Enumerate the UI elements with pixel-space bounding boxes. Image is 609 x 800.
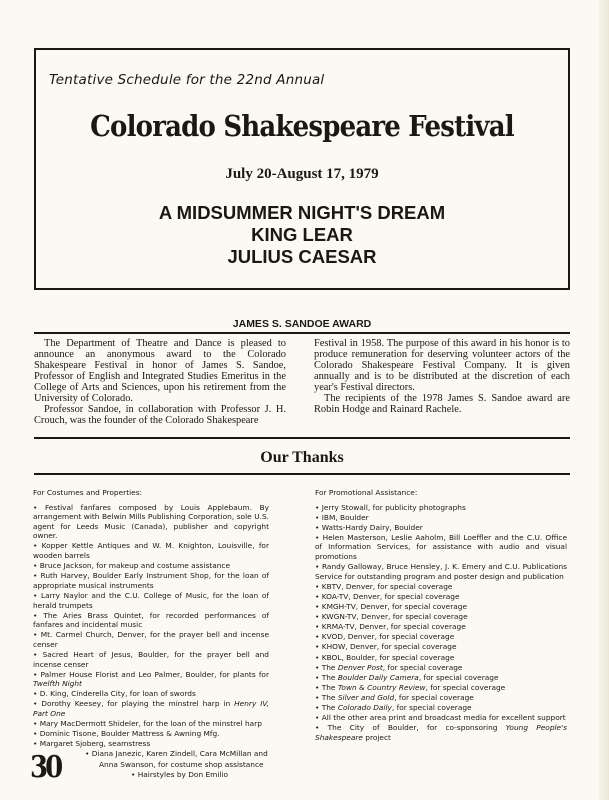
thanks-item-text: Palmer House Florist and Leo Palmer, Boulder, for plants for [40,669,269,679]
thanks-item-text: Ruth Harvey, Boulder Early Instrument Shop, for the loan of appropriate musical instruments [33,571,269,590]
plays-list [36,202,568,268]
award-paragraph: The recipients of the 1978 James S. Sandoe award are Robin Hodge and Rainard Rachele. [314,393,570,415]
thanks-section-heading: For Promotional Assistance: [315,488,418,497]
thanks-list-item: • Diana Janezic, Karen Zindell, Cara McMillan and [33,749,269,759]
thanks-item-text: Jerry Stowall, for publicity photographs [321,502,466,512]
thanks-item-text: Bruce Jackson, for makeup and costume assistance [39,561,231,571]
award-paragraph: Festival in 1958. The purpose of this award in his honor is to produce remuneration for deserving volunteer actors of the Colorado Shakespeare Festival Company. It is given annually and is to be distributed at the discretion of each year's Festival directors. [314,338,570,393]
thanks-item-text: KWGN-TV, Denver, for special coverage [321,612,468,622]
thanks-item-italic-title: Denver Post [337,662,383,672]
thanks-item-text: , for special coverage [391,702,472,712]
thanks-item-text: Kopper Kettle Antiques and W. M. Knighton, Louisville, for wooden barrels [33,541,269,561]
thanks-list-item [33,591,269,610]
thanks-item-text: KHOW, Denver, for special coverage [321,642,457,652]
thanks-list-item-continuation [33,760,269,770]
thanks-item-text: Margaret Sjoberg, seamstress [39,739,151,749]
thanks-list-item [315,632,567,642]
thanks-column-costumes [33,488,269,780]
thanks-list-item [33,719,269,729]
thanks-list-item [315,523,567,533]
play-title: KING LEAR [251,224,353,245]
thanks-list-item [33,571,269,590]
thanks-list-item [315,703,567,713]
thanks-list-item [315,683,567,693]
thanks-list-item [33,611,269,630]
thanks-list-item [315,663,567,673]
thanks-list-item [33,630,269,649]
award-column-right [314,338,570,415]
thanks-item-text: KVOD, Denver, for special coverage [321,632,455,642]
thanks-list-item [315,673,567,683]
thanks-item-text: Larry Naylor and the C.U. College of Music, for the loan of herald trumpets [33,590,269,610]
thanks-item-text: Mary MacDermott Shideler, for the loan of the minstrel harp [39,719,262,729]
thanks-item-italic-title: Henry IV, Part One [33,699,269,719]
thanks-item-text: The [321,672,338,682]
thanks-item-text: Sacred Heart of Jesus, Boulder, for the prayer bell and incense censer [33,650,269,669]
thanks-item-text: The [321,692,338,702]
thanks-item-text: KOA-TV, Denver, for special coverage [321,591,460,601]
award-paragraph: The Department of Theatre and Dance is pleased to announce an anonymous award to the Colorado Shakespeare Festival in honor of James S. Sandoe, Professor of English and Integrated Studies Emeritus in the College of Arts and Sciences, upon his retirement from the University of Colorado. [34,338,286,404]
award-heading: JAMES S. SANDOE AWARD [232,318,372,330]
thanks-list-item [33,689,269,699]
thanks-item-text: The Aries Brass Quintet, for recorded performances of fanfares and incidental music [33,610,269,630]
thanks-item-text: All the other area print and broadcast media for excellent support [321,713,566,723]
play-title: JULIUS CAESAR [227,246,377,267]
thanks-list-item: • Hairstyles by Don Emilio [33,770,269,780]
thanks-list-item [315,582,567,592]
thanks-item-text: D. King, Cinderella City, for loan of swords [39,689,196,699]
thanks-list-item [315,642,567,652]
thanks-item-text: IBM, Boulder [321,512,369,522]
award-paragraph: Professor Sandoe, in collaboration with Professor J. H. Crouch, was the founder of the Colorado Shakespeare [34,404,286,426]
thanks-list-item [315,562,567,581]
thanks-item-text: The [321,662,338,672]
thanks-list-item [33,650,269,669]
thanks-item-text: The [321,682,338,692]
festival-dates: July 20-August 17, 1979 [225,166,379,182]
thanks-list-item [33,729,269,739]
thanks-section-heading: For Costumes and Properties: [33,488,143,497]
thanks-item-text: , for special coverage [425,682,506,692]
thanks-list-item [33,670,269,689]
thanks-item-text: Dominic Tisone, Boulder Mattress & Awning Mfg. [39,729,220,739]
thanks-item-text: Helen Masterson, Leslie Aaholm, Bill Loeffler and the C.U. Office of Information Services, for assistance with audio and visual promotions [315,532,567,562]
page-edge-shadow [599,0,609,800]
thanks-item-text: Festival fanfares composed by Louis Applebaum. By arrangement with Belwin Mills Publishing Corporation, sole U.S. agent for Leeds Music (Canada), publisher and copyright owner. [33,502,269,541]
thanks-item-text: , for special coverage [382,662,463,672]
thanks-list-item [315,622,567,632]
thanks-list-item [315,653,567,663]
tentative-schedule-line: Tentative Schedule for the 22nd Annual [49,72,325,88]
thanks-item-italic-title: Silver and Gold [337,692,395,702]
thanks-list-item [315,693,567,703]
divider-rule [34,473,570,475]
thanks-item-italic-title: Town & Country Review [337,682,426,692]
thanks-item-text: KMGH-TV, Denver, for special coverage [321,602,468,612]
thanks-list-item [33,739,269,749]
divider-rule [34,437,570,439]
thanks-item-text: Randy Galloway, Bruce Hensley, J. K. Emery and C.U. Publications Service for outstanding program and poster design and publication [315,562,567,581]
thanks-list-item [33,541,269,560]
thanks-item-italic-title: Twelfth Night [33,679,82,689]
thanks-item-text: KBTV, Denver, for special coverage [321,581,453,591]
thanks-item-text: Watts-Hardy Dairy, Boulder [321,522,423,532]
title-box [34,48,570,290]
festival-title: Colorado Shakespeare Festival [90,110,514,144]
thanks-list [33,503,269,749]
thanks-list-item [315,533,567,562]
thanks-item-text: project [362,732,391,742]
page-number: 30 [30,750,61,786]
thanks-item-text: , for special coverage [394,692,474,702]
divider-rule [34,332,570,334]
thanks-item-text: Anna Swanson, for costume shop assistance [99,759,264,769]
thanks-list-item [315,713,567,723]
thanks-item-text: , for special coverage [418,672,499,682]
award-column-left [34,338,286,426]
thanks-column-promotional [315,488,567,743]
thanks-list-item [315,602,567,612]
thanks-item-text: The [321,702,338,712]
thanks-list-item [33,561,269,571]
thanks-list-item [315,513,567,523]
thanks-item-text: Dorothy Keesey, for playing the minstrel harp in [41,699,235,709]
thanks-item-text: Mt. Carmel Church, Denver, for the prayer bell and incense censer [33,630,269,649]
thanks-list-item [33,699,269,718]
thanks-heading: Our Thanks [260,449,344,466]
thanks-item-text: The City of Boulder, for co-sponsoring [327,723,506,733]
thanks-list-item [33,503,269,541]
thanks-list-item [315,503,567,513]
thanks-list-item [315,723,567,742]
thanks-item-text: KRMA-TV, Denver, for special coverage [321,622,466,632]
thanks-item-italic-title: Boulder Daily Camera [337,672,419,682]
thanks-item-italic-title: Young People's Shakespeare [315,723,567,742]
thanks-list-item [315,612,567,622]
thanks-list-item [315,592,567,602]
thanks-item-italic-title: Colorado Daily [337,702,392,712]
play-title: A MIDSUMMER NIGHT'S DREAM [158,202,446,223]
thanks-list [315,503,567,743]
thanks-item-text: KBOL, Boulder, for special coverage [321,652,455,662]
